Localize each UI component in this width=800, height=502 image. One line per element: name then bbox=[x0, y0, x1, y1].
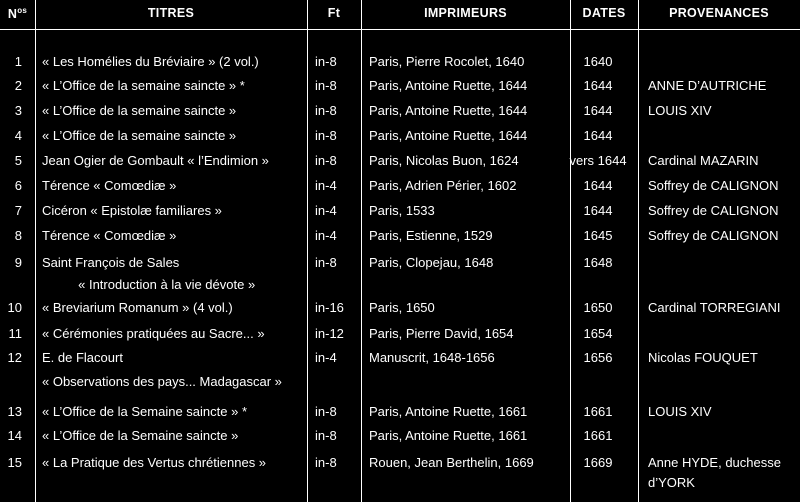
row-date: 1640 bbox=[583, 54, 613, 69]
row-title: Térence « Comœdiæ » bbox=[42, 228, 177, 243]
row-date: 1644 bbox=[583, 78, 613, 93]
row-title: « L’Office de la semaine saincte » bbox=[42, 128, 237, 143]
table-row bbox=[0, 128, 800, 153]
row-date: 1644 bbox=[583, 128, 613, 143]
row-date: 1645 bbox=[583, 228, 613, 243]
table-row bbox=[0, 475, 800, 500]
row-provenance: LOUIS XIV bbox=[648, 404, 712, 419]
row-format: in-4 bbox=[315, 178, 337, 193]
row-format: in-12 bbox=[315, 326, 344, 341]
row-format: in-8 bbox=[315, 54, 337, 69]
table-row bbox=[0, 404, 800, 429]
row-provenance: Anne HYDE, duchesse bbox=[648, 455, 781, 470]
row-date: vers 1644 bbox=[569, 153, 627, 168]
row-number: 5 bbox=[14, 153, 22, 168]
table-row bbox=[0, 326, 800, 351]
row-printer: Paris, Pierre Rocolet, 1640 bbox=[369, 54, 525, 69]
table-row bbox=[0, 300, 800, 325]
row-format: in-8 bbox=[315, 78, 337, 93]
row-number: 2 bbox=[14, 78, 22, 93]
header-titles: TITRES bbox=[147, 6, 195, 20]
row-printer: Paris, Estienne, 1529 bbox=[369, 228, 493, 243]
row-title: « Breviarium Romanum » (4 vol.) bbox=[42, 300, 233, 315]
row-format: in-4 bbox=[315, 350, 337, 365]
row-printer: Paris, Antoine Ruette, 1644 bbox=[369, 78, 528, 93]
header-dates: DATES bbox=[582, 6, 626, 20]
row-format: in-8 bbox=[315, 404, 337, 419]
row-date: 1661 bbox=[583, 428, 613, 443]
row-format: in-8 bbox=[315, 128, 337, 143]
table-row bbox=[0, 374, 800, 399]
row-printer: Paris, 1533 bbox=[369, 203, 435, 218]
row-number: 12 bbox=[7, 350, 22, 365]
header-num: $N^{os}$ bbox=[7, 6, 28, 22]
row-printer: Paris, Antoine Ruette, 1661 bbox=[369, 428, 528, 443]
row-printer: Manuscrit, 1648-1656 bbox=[369, 350, 495, 365]
row-date: 1661 bbox=[583, 404, 613, 419]
row-title: « L’Office de la semaine saincte » * bbox=[42, 78, 245, 93]
table-row bbox=[0, 277, 800, 302]
row-provenance: d’YORK bbox=[648, 475, 695, 490]
row-date: 1656 bbox=[583, 350, 613, 365]
row-number: 11 bbox=[8, 326, 22, 341]
row-title: « L’Office de la semaine saincte » bbox=[42, 103, 237, 118]
table-row bbox=[0, 54, 800, 79]
table-row bbox=[0, 153, 800, 178]
row-format: in-8 bbox=[315, 255, 337, 270]
row-date: 1648 bbox=[583, 255, 613, 270]
row-number: 13 bbox=[7, 404, 22, 419]
row-number: 4 bbox=[14, 128, 22, 143]
header-divider bbox=[0, 29, 800, 30]
row-number: 15 bbox=[7, 455, 22, 470]
row-provenance: Soffrey de CALIGNON bbox=[648, 228, 779, 243]
row-title: « Introduction à la vie dévote » bbox=[42, 277, 256, 292]
row-number: 3 bbox=[14, 103, 22, 118]
row-printer: Paris, Clopejau, 1648 bbox=[369, 255, 494, 270]
row-format: in-8 bbox=[315, 153, 337, 168]
row-format: in-4 bbox=[315, 228, 337, 243]
row-printer: Rouen, Jean Berthelin, 1669 bbox=[369, 455, 534, 470]
row-number: 6 bbox=[14, 178, 22, 193]
row-title: Cicéron « Epistolæ familiares » bbox=[42, 203, 222, 218]
row-provenance: LOUIS XIV bbox=[648, 103, 712, 118]
row-number: 14 bbox=[7, 428, 22, 443]
row-format: in-8 bbox=[315, 428, 337, 443]
row-title: Jean Ogier de Gombault « l’Endimion » bbox=[42, 153, 269, 168]
row-title: « Les Homélies du Bréviaire » (2 vol.) bbox=[42, 54, 259, 69]
row-provenance: Cardinal MAZARIN bbox=[648, 153, 759, 168]
row-provenance: Cardinal TORREGIANI bbox=[648, 300, 781, 315]
row-title: E. de Flacourt bbox=[42, 350, 123, 365]
row-format: in-16 bbox=[315, 300, 344, 315]
row-format: in-8 bbox=[315, 103, 337, 118]
row-format: in-8 bbox=[315, 455, 337, 470]
table-row bbox=[0, 428, 800, 453]
row-date: 1650 bbox=[583, 300, 613, 315]
header-provenances: PROVENANCES bbox=[669, 6, 769, 20]
row-printer: Paris, Nicolas Buon, 1624 bbox=[369, 153, 519, 168]
table-row bbox=[0, 178, 800, 203]
row-printer: Paris, Antoine Ruette, 1644 bbox=[369, 103, 528, 118]
table-row bbox=[0, 78, 800, 103]
row-number: 1 bbox=[14, 54, 22, 69]
row-provenance: Nicolas FOUQUET bbox=[648, 350, 758, 365]
row-date: 1644 bbox=[583, 203, 613, 218]
row-title: « L’Office de la Semaine saincte » * bbox=[42, 404, 247, 419]
row-title: « Cérémonies pratiquées au Sacre... » bbox=[42, 326, 265, 341]
row-provenance: ANNE D’AUTRICHE bbox=[648, 78, 767, 93]
row-date: 1644 bbox=[583, 103, 613, 118]
row-title: « L’Office de la Semaine saincte » bbox=[42, 428, 239, 443]
row-printer: Paris, Antoine Ruette, 1661 bbox=[369, 404, 528, 419]
row-title: « La Pratique des Vertus chrétiennes » bbox=[42, 455, 267, 470]
row-number: 7 bbox=[14, 203, 22, 218]
row-printer: Paris, 1650 bbox=[369, 300, 435, 315]
row-printer: Paris, Antoine Ruette, 1644 bbox=[369, 128, 528, 143]
table-row bbox=[0, 350, 800, 375]
row-number: 8 bbox=[14, 228, 22, 243]
row-date: 1644 bbox=[583, 178, 613, 193]
header-printers: IMPRIMEURS bbox=[424, 6, 507, 20]
row-provenance: Soffrey de CALIGNON bbox=[648, 178, 779, 193]
row-title: « Observations des pays... Madagascar » bbox=[42, 374, 282, 389]
row-printer: Paris, Pierre David, 1654 bbox=[369, 326, 514, 341]
row-printer: Paris, Adrien Périer, 1602 bbox=[369, 178, 517, 193]
row-date: 1654 bbox=[583, 326, 613, 341]
table-row bbox=[0, 103, 800, 128]
header-format: Ft bbox=[327, 6, 341, 20]
row-number: 10 bbox=[7, 300, 22, 315]
row-date: 1669 bbox=[583, 455, 613, 470]
table-row bbox=[0, 203, 800, 228]
row-provenance: Soffrey de CALIGNON bbox=[648, 203, 779, 218]
table-row bbox=[0, 228, 800, 253]
row-title: Saint François de Sales bbox=[42, 255, 180, 270]
row-title: Térence « Comœdiæ » bbox=[42, 178, 177, 193]
row-number: 9 bbox=[14, 255, 22, 270]
row-format: in-4 bbox=[315, 203, 337, 218]
